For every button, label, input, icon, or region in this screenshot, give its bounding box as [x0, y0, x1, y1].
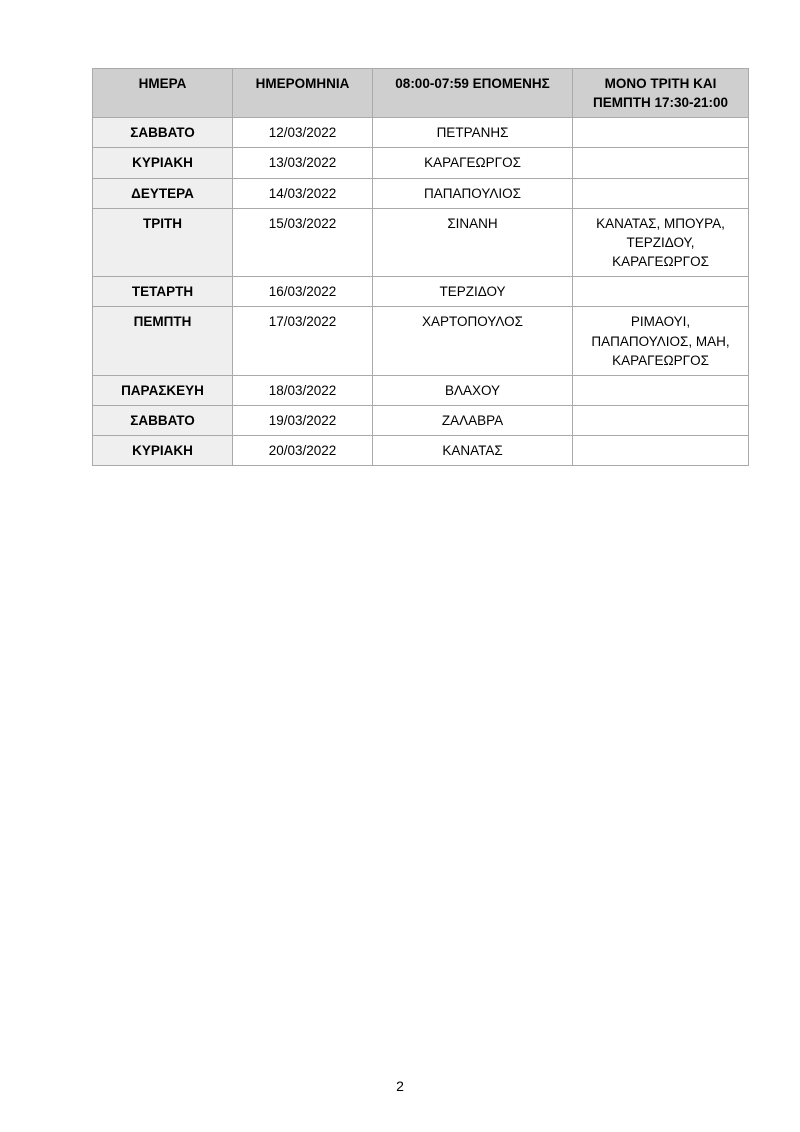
- cell-date: 19/03/2022: [233, 406, 373, 436]
- cell-shift: ΣΙΝΑΝΗ: [373, 208, 573, 276]
- cell-date: 18/03/2022: [233, 375, 373, 405]
- table-row: [93, 307, 749, 375]
- table-row: [93, 375, 749, 405]
- page-number: 2: [396, 1078, 404, 1094]
- column-header-day: ΗΜΕΡΑ: [93, 69, 233, 118]
- schedule-table-container: [92, 68, 748, 466]
- cell-extra: ΡΙΜΑΟΥΙ, ΠΑΠΑΠΟΥΛΙΟΣ, ΜΑΗ, ΚΑΡΑΓΕΩΡΓΟΣ: [573, 307, 749, 375]
- cell-shift: ΒΛΑΧΟΥ: [373, 375, 573, 405]
- cell-day: ΔΕΥΤΕΡΑ: [93, 178, 233, 208]
- cell-shift: ΠΑΠΑΠΟΥΛΙΟΣ: [373, 178, 573, 208]
- cell-shift: ΠΕΤΡΑΝΗΣ: [373, 118, 573, 148]
- table-row: [93, 178, 749, 208]
- table-row: [93, 208, 749, 276]
- cell-shift: ΚΑΝΑΤΑΣ: [373, 436, 573, 466]
- cell-date: 12/03/2022: [233, 118, 373, 148]
- cell-date: 20/03/2022: [233, 436, 373, 466]
- cell-day: ΣΑΒΒΑΤΟ: [93, 118, 233, 148]
- cell-day: ΚΥΡΙΑΚΗ: [93, 148, 233, 178]
- table-row: [93, 148, 749, 178]
- cell-shift: ΖΑΛΑΒΡΑ: [373, 406, 573, 436]
- cell-date: 15/03/2022: [233, 208, 373, 276]
- cell-day: ΚΥΡΙΑΚΗ: [93, 436, 233, 466]
- cell-day: ΣΑΒΒΑΤΟ: [93, 406, 233, 436]
- cell-shift: ΤΕΡΖΙΔΟΥ: [373, 277, 573, 307]
- cell-day: ΤΕΤΑΡΤΗ: [93, 277, 233, 307]
- cell-date: 14/03/2022: [233, 178, 373, 208]
- cell-day: ΠΑΡΑΣΚΕΥΗ: [93, 375, 233, 405]
- table-header-row: [93, 69, 749, 118]
- schedule-table: [92, 68, 749, 466]
- cell-extra: [573, 118, 749, 148]
- cell-date: 16/03/2022: [233, 277, 373, 307]
- table-row: [93, 277, 749, 307]
- cell-shift: ΚΑΡΑΓΕΩΡΓΟΣ: [373, 148, 573, 178]
- table-row: [93, 118, 749, 148]
- cell-extra: [573, 375, 749, 405]
- column-header-date: ΗΜΕΡΟΜΗΝΙΑ: [233, 69, 373, 118]
- table-body: [93, 118, 749, 466]
- table-header: [93, 69, 749, 118]
- cell-date: 17/03/2022: [233, 307, 373, 375]
- cell-extra: [573, 148, 749, 178]
- cell-extra: ΚΑΝΑΤΑΣ, ΜΠΟΥΡΑ, ΤΕΡΖΙΔΟΥ, ΚΑΡΑΓΕΩΡΓΟΣ: [573, 208, 749, 276]
- cell-extra: [573, 178, 749, 208]
- cell-day: ΠΕΜΠΤΗ: [93, 307, 233, 375]
- cell-day: ΤΡΙΤΗ: [93, 208, 233, 276]
- table-row: [93, 436, 749, 466]
- column-header-shift: 08:00-07:59 ΕΠΟΜΕΝΗΣ: [373, 69, 573, 118]
- cell-extra: [573, 277, 749, 307]
- cell-date: 13/03/2022: [233, 148, 373, 178]
- cell-shift: ΧΑΡΤΟΠΟΥΛΟΣ: [373, 307, 573, 375]
- cell-extra: [573, 406, 749, 436]
- table-row: [93, 406, 749, 436]
- cell-extra: [573, 436, 749, 466]
- column-header-extra: ΜΟΝΟ ΤΡΙΤΗ ΚΑΙ ΠΕΜΠΤΗ 17:30-21:00: [573, 69, 749, 118]
